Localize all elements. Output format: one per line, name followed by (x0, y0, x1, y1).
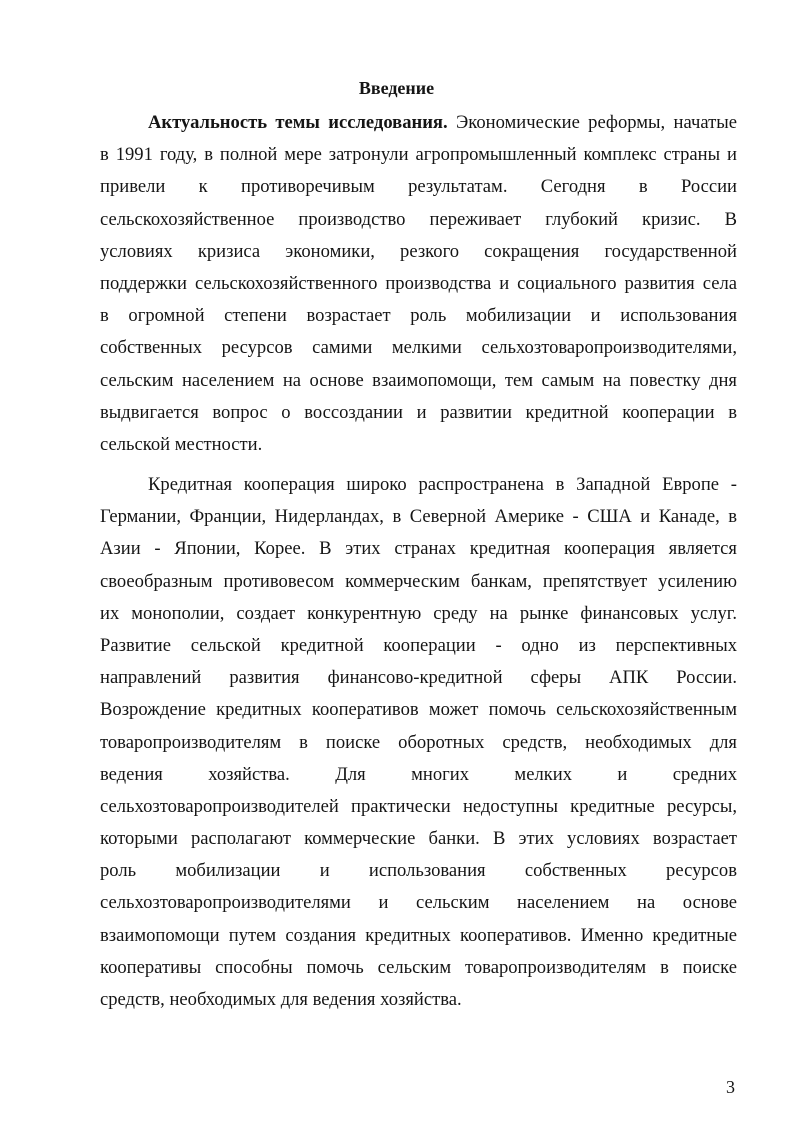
paragraph-line: условиях кризиса экономики, резкого сокращения государственной (100, 240, 737, 262)
paragraph-line: Развитие сельской кредитной кооперации - одно из перспективных (100, 634, 737, 656)
paragraph-line: ведения хозяйства. Для многих мелких и средних (100, 763, 737, 785)
paragraph-line: направлений развития финансово-кредитной сферы АПК России. (100, 667, 737, 689)
paragraph-line: Кредитная кооперация широко распространена в Западной Европе - (148, 474, 737, 495)
paragraph-line: Азии - Японии, Корее. В этих странах кредитная кооперация является (100, 538, 737, 560)
paragraph-line: выдвигается вопрос о воссоздании и развитии кредитной кооперации в (100, 401, 737, 423)
page-title: Введение (358, 78, 435, 98)
paragraph-line: товаропроизводителям в поиске оборотных средств, необходимых для (100, 731, 737, 753)
paragraph-relevance (100, 107, 737, 461)
paragraph-line (100, 107, 737, 139)
paragraph-line: собственных ресурсов самими мелкими сельхозтоваропроизводителями, (100, 337, 737, 359)
paragraph-line: кооперативы способны помочь сельским товаропроизводителям в поиске (100, 956, 737, 978)
paragraph-line: сельским населением на основе взаимопомощи, тем самым на повестку дня (100, 369, 737, 391)
paragraph-lead: Актуальность темы исследования. (148, 112, 448, 133)
paragraph-line: сельхозтоваропроизводителей практически недоступны кредитные ресурсы, (100, 795, 737, 817)
paragraph-line: Возрождение кредитных кооперативов может помочь сельскохозяйственным (100, 699, 737, 721)
paragraph-line: в 1991 году, в полной мере затронули агропромышленный комплекс страны и (100, 144, 737, 166)
paragraph-line-text: Экономические реформы, начатые (447, 112, 737, 133)
page-number: 3 (726, 1077, 735, 1097)
paragraph-line: поддержки сельскохозяйственного производства и социального развития села (100, 272, 737, 294)
paragraph-line: сельскохозяйственное производство переживает глубокий кризис. В (100, 208, 737, 230)
paragraph-line: сельхозтоваропроизводителями и сельским населением на основе (100, 892, 737, 914)
paragraph-line: средств, необходимых для ведения хозяйства. (100, 989, 462, 1010)
paragraph-line: Германии, Франции, Нидерландах, в Северной Америке - США и Канаде, в (100, 506, 737, 528)
paragraph-line: их монополии, создает конкурентную среду на рынке финансовых услуг. (100, 602, 737, 624)
paragraph-line: которыми располагают коммерческие банки. В этих условиях возрастает (100, 828, 737, 850)
paragraph-credit-cooperation (100, 469, 737, 1016)
paragraph-line: взаимопомощи путем создания кредитных кооперативов. Именно кредитные (100, 924, 737, 946)
paragraph-line: роль мобилизации и использования собственных ресурсов (100, 860, 737, 882)
paragraph-line: в огромной степени возрастает роль мобилизации и использования (100, 305, 737, 327)
paragraph-line: привели к противоречивым результатам. Сегодня в России (100, 176, 737, 198)
paragraph-line: сельской местности. (100, 433, 263, 455)
paragraph-line: своеобразным противовесом коммерческим банкам, препятствует усилению (100, 570, 737, 592)
